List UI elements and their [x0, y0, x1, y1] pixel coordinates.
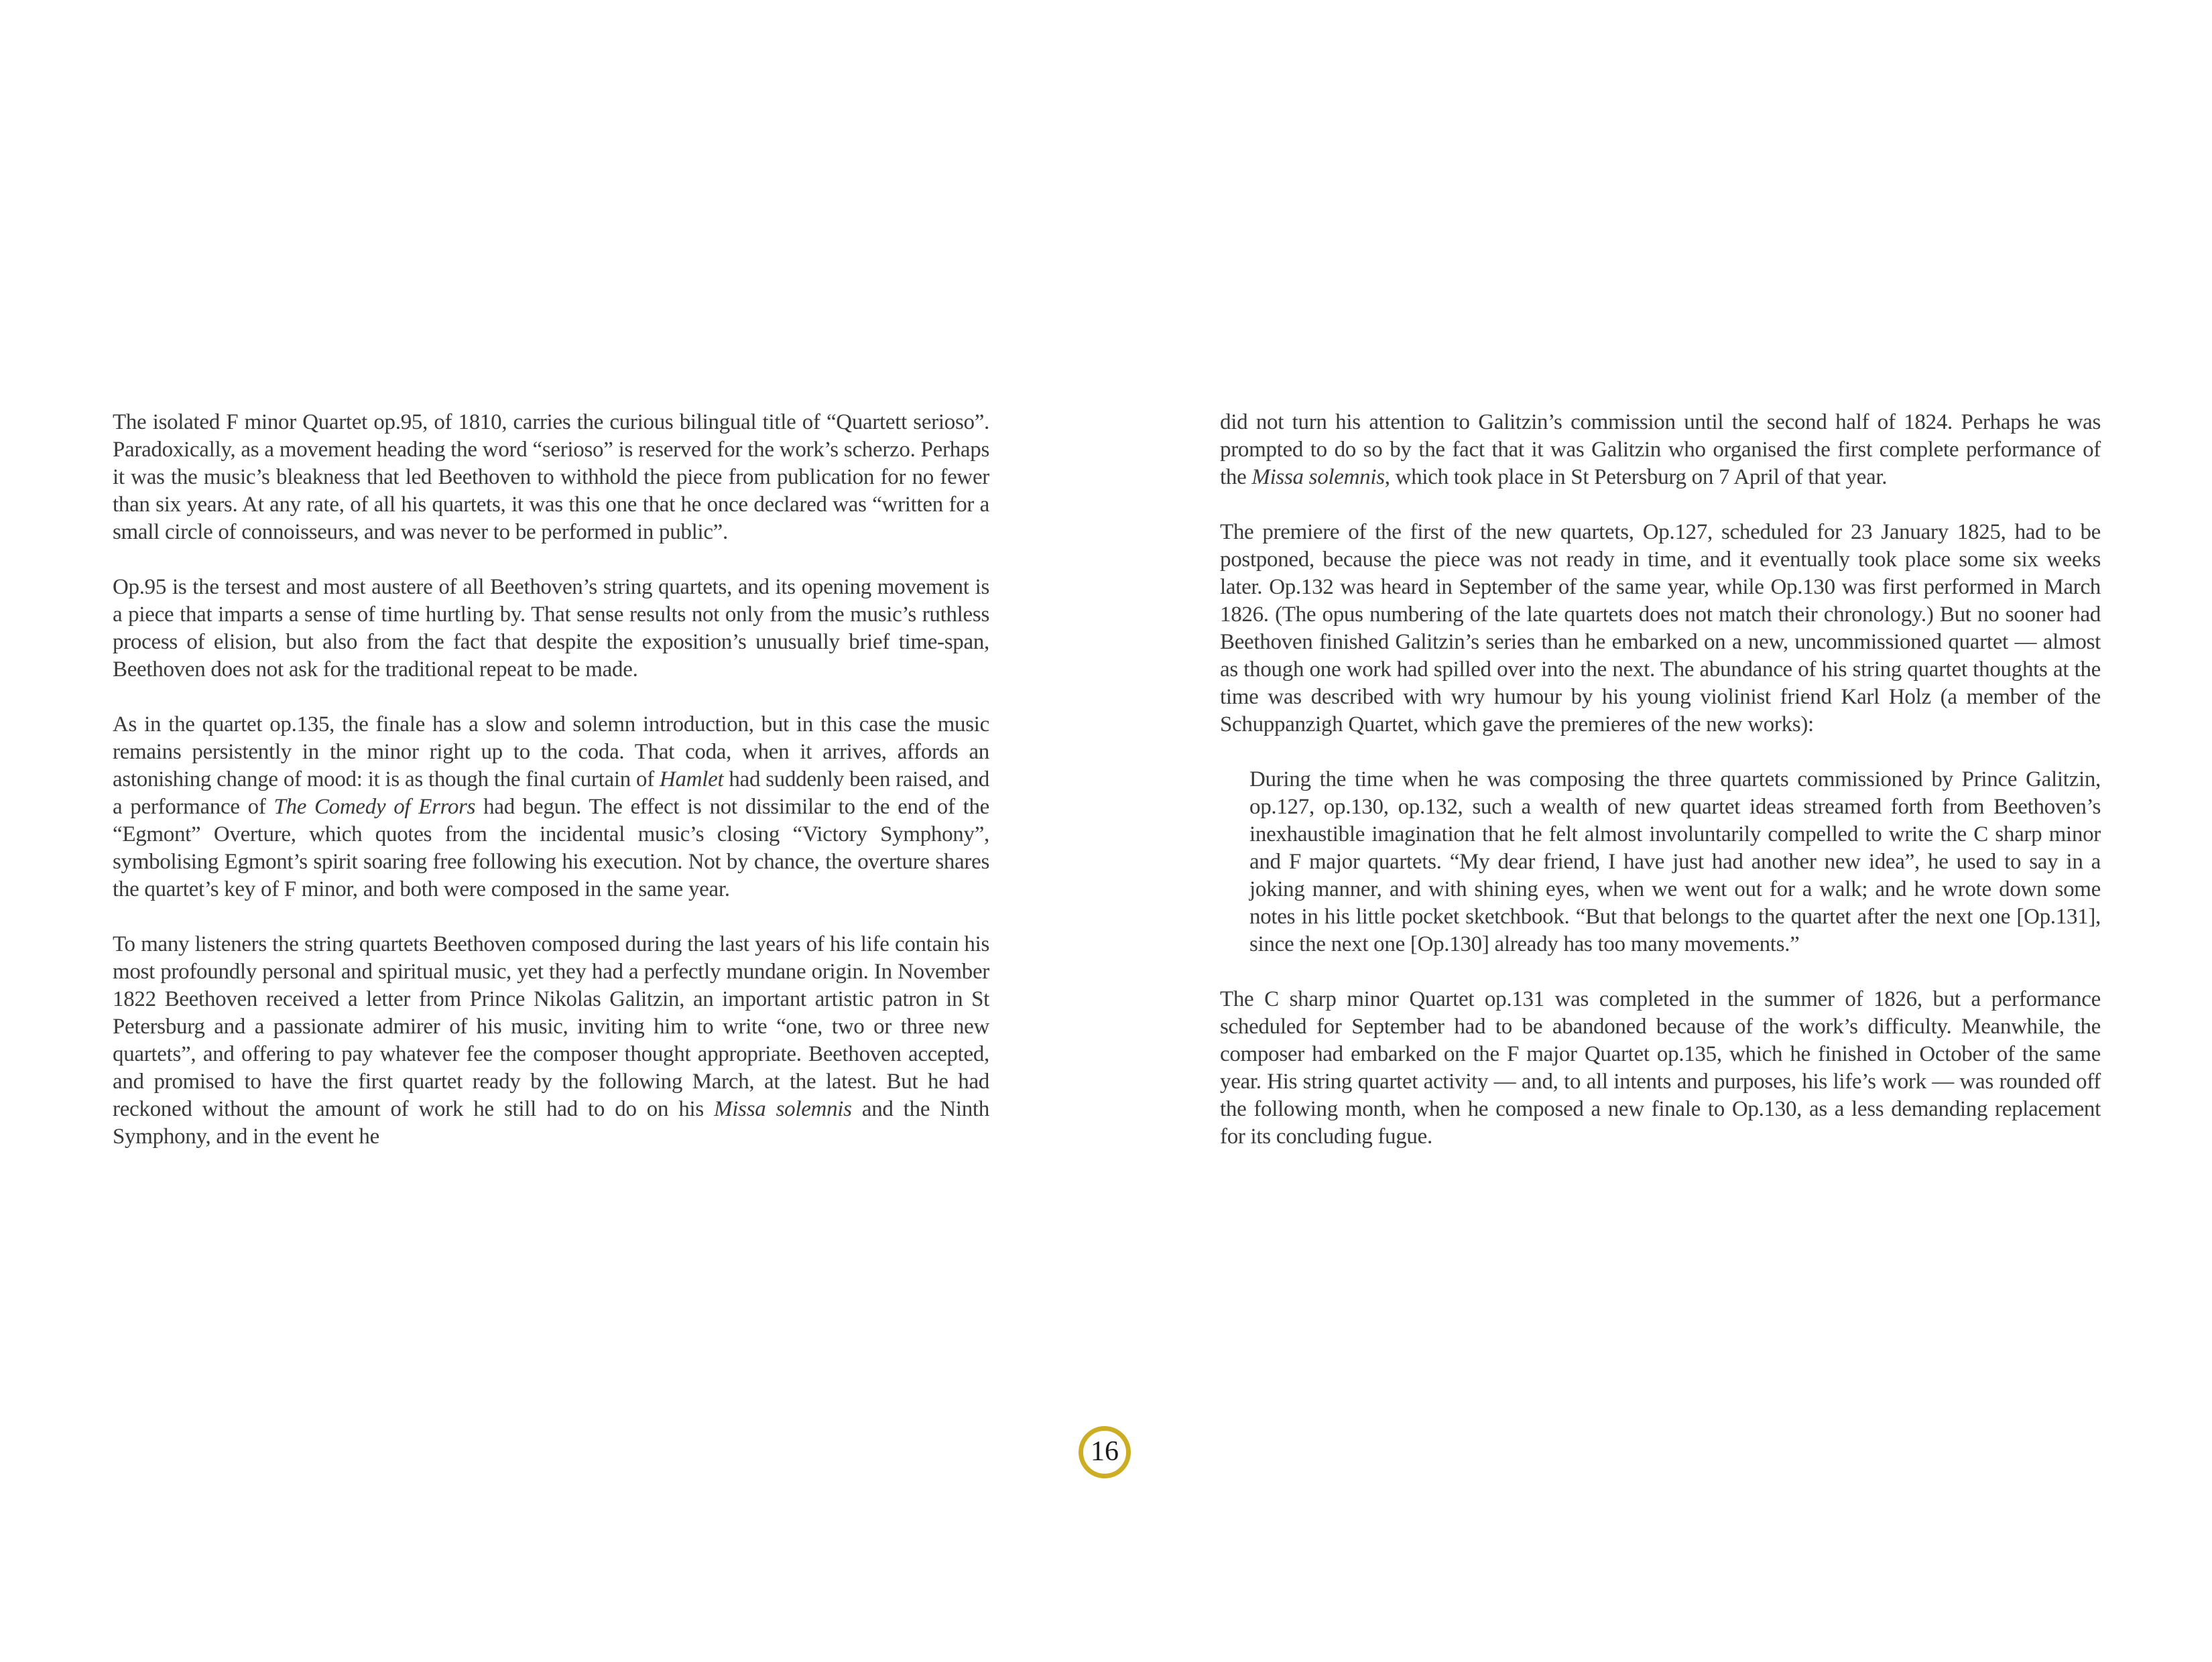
- text-run: The C sharp minor Quartet op.131 was completed in the summer of 1826, but a performance scheduled for September had to be abandoned because of the work’s difficulty. Meanwhile, the composer had embarked on the F major Quartet op.135, which he finished in October of the same year. His string quartet activity — and, to all intents and purposes, his life’s work — was rounded off the following month, when he composed a new finale to Op.130, as a less demanding replacement for its concluding fugue.: [1220, 987, 2101, 1149]
- body-paragraph: [1220, 519, 2101, 739]
- page-number-badge: [1079, 1426, 1131, 1478]
- body-paragraph: [1220, 409, 2101, 491]
- text-run: had suddenly been raised, and a performance of: [113, 767, 989, 819]
- left-text-column: [113, 409, 989, 1151]
- italic-text-run: Hamlet: [659, 767, 724, 791]
- body-paragraph: [113, 409, 989, 546]
- italic-text-run: Missa solemnis: [1251, 465, 1385, 489]
- text-run: To many listeners the string quartets Beethoven composed during the last years of his life contain his most profoundly personal and spiritual music, yet they had a perfectly mundane origin. In November 1822 Beethoven received a letter from Prince Nikolas Galitzin, an important artistic patron in St Petersburg and a passionate admirer of his music, inviting him to write “one, two or three new quartets”, and offering to pay whatever fee the composer thought appropriate. Beethoven accepted, and promised to have the first quartet ready by the following March, at the latest. But he had reckoned without the amount of work he still had to do on his: [113, 932, 989, 1121]
- page-number: 16: [1091, 1436, 1119, 1467]
- text-run: During the time when he was composing the three quartets commissioned by Prince Galitzin, op.127, op.130, op.132, such a wealth of new quartet ideas streamed forth from Beethoven’s inexhaustible imagination that he felt almost involuntarily compelled to write the C sharp minor and F major quartets. “My dear friend, I have just had another new idea”, he used to say in a joking manner, and with shining eyes, when we went out for a walk; and he wrote down some notes in his little pocket sketchbook. “But that belongs to the quartet after the next one [Op.131], since the next one [Op.130] already has too many movements.”: [1249, 767, 2101, 956]
- body-paragraph: [113, 711, 989, 903]
- body-paragraph: [113, 931, 989, 1151]
- text-run: did not turn his attention to Galitzin’s commission until the second half of 1824. Perhaps he was prompted to do so by the fact that it was Galitzin who organised the first complete performance of the: [1220, 410, 2101, 489]
- text-run: The isolated F minor Quartet op.95, of 1810, carries the curious bilingual title of “Quartett serioso”. Paradoxically, as a movement heading the word “serioso” is reserved for the work’s scherzo. Perhaps it was the music’s bleakness that led Beethoven to withhold the piece from publication for no fewer than six years. At any rate, of all his quartets, it was this one that he once declared was “written for a small circle of connoisseurs, and was never to be performed in public”.: [113, 410, 989, 544]
- text-run: and the Ninth Symphony, and in the event he: [113, 1097, 989, 1149]
- italic-text-run: Missa solemnis: [714, 1097, 852, 1121]
- right-text-column: [1220, 409, 2101, 1151]
- blockquote-paragraph: [1220, 766, 2101, 958]
- text-run: As in the quartet op.135, the finale has a slow and solemn introduction, but in this case the music remains persistently in the minor right up to the coda. That coda, when it arrives, affords an astonishing change of mood: it is as though the final curtain of: [113, 712, 989, 791]
- body-paragraph: [1220, 986, 2101, 1151]
- text-run: , which took place in St Petersburg on 7 April of that year.: [1384, 465, 1888, 489]
- text-run: Op.95 is the tersest and most austere of all Beethoven’s string quartets, and its opening movement is a piece that imparts a sense of time hurtling by. That sense results not only from the music’s ruthless process of elision, but also from the fact that despite the exposition’s unusually brief time-span, Beethoven does not ask for the traditional repeat to be made.: [113, 575, 989, 682]
- text-run: The premiere of the first of the new quartets, Op.127, scheduled for 23 January 1825, had to be postponed, because the piece was not ready in time, and it eventually took place some six weeks later. Op.132 was heard in September of the same year, while Op.130 was first performed in March 1826. (The opus numbering of the late quartets does not match their chronology.) But no sooner had Beethoven finished Galitzin’s series than he embarked on a new, uncommissioned quartet — almost as though one work had spilled over into the next. The abundance of his string quartet thoughts at the time was described with wry humour by his young violinist friend Karl Holz (a member of the Schuppanzigh Quartet, which gave the premieres of the new works):: [1220, 520, 2101, 737]
- italic-text-run: The Comedy of Errors: [273, 795, 476, 819]
- body-paragraph: [113, 574, 989, 684]
- text-run: had begun. The effect is not dissimilar to the end of the “Egmont” Overture, which quotes from the incidental music’s closing “Victory Symphony”, symbolising Egmont’s spirit soaring free following his execution. Not by chance, the overture shares the quartet’s key of F minor, and both were composed in the same year.: [113, 795, 990, 901]
